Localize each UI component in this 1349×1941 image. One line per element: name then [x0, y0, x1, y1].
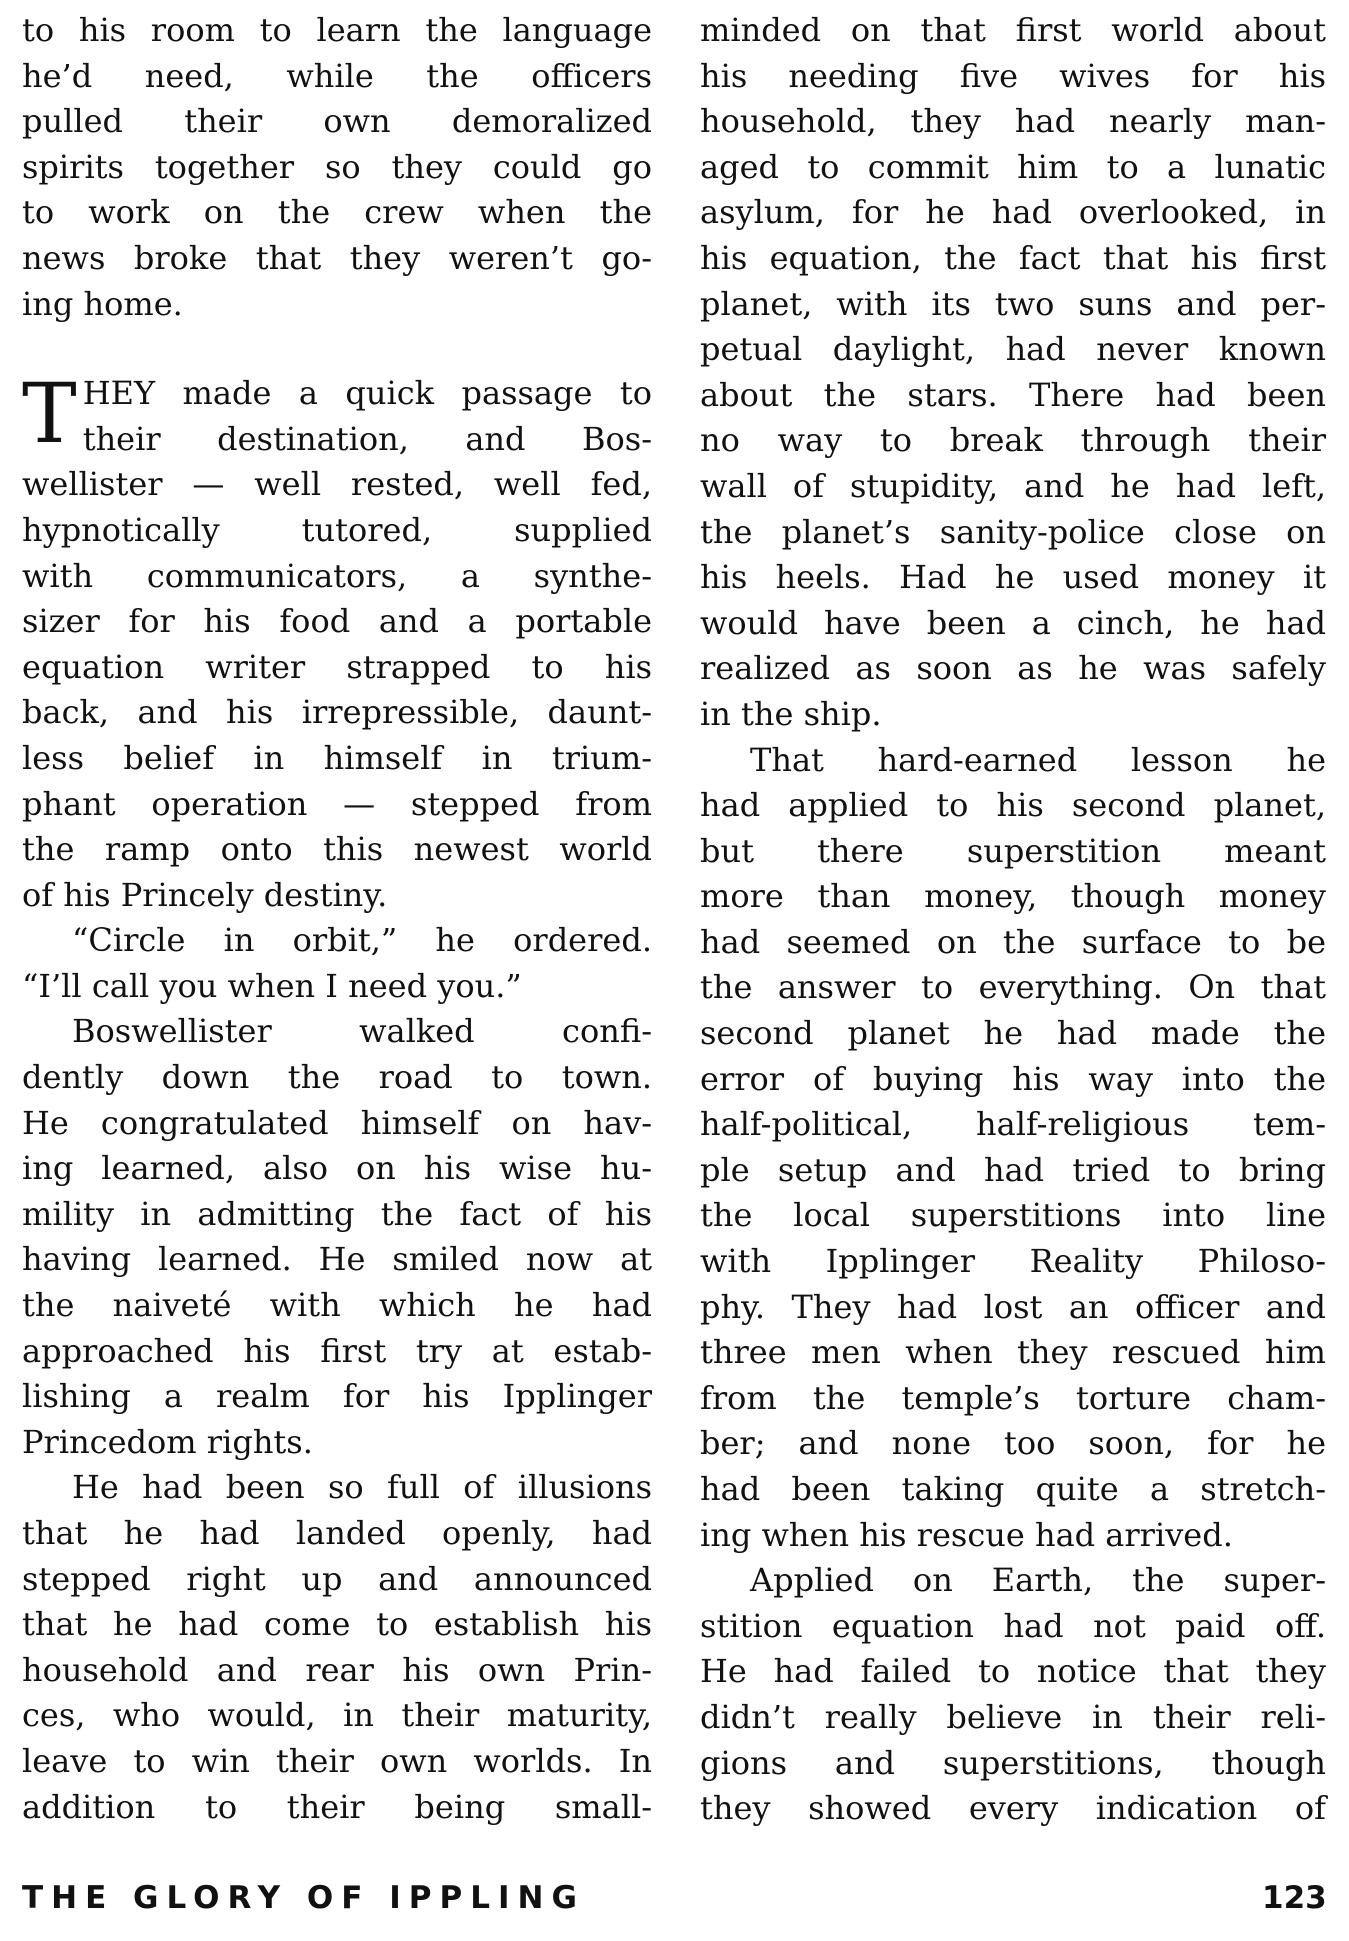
- text-line: sizer for his food and a portable: [22, 602, 652, 641]
- text-line: ber; and none too soon, for he: [700, 1424, 1326, 1463]
- section-opening: [22, 367, 652, 463]
- text-line: He had been so full of illusions: [72, 1468, 652, 1507]
- text-line: they showed every indication of: [700, 1789, 1326, 1828]
- text-line: household, they had nearly man-: [700, 102, 1326, 141]
- text-line: wellister — well rested, well fed,: [22, 465, 652, 504]
- text-line: addition to their being small-: [22, 1787, 652, 1826]
- text-line: his heels. Had he used money it: [700, 558, 1326, 597]
- text-line: aged to commit him to a lunatic: [700, 147, 1326, 186]
- text-line: phant operation — stepped from: [22, 784, 652, 823]
- text-line: hypnotically tutored, supplied: [22, 510, 652, 549]
- text-line: to his room to learn the language: [22, 11, 652, 49]
- text-line: HEY made a quick passage to: [82, 374, 652, 413]
- text-line: realized as soon as he was safely: [700, 649, 1326, 688]
- text-line: ing when his rescue had arrived.: [700, 1515, 1233, 1554]
- text-line: from the temple’s torture cham-: [700, 1378, 1326, 1417]
- text-line: equation writer strapped to his: [22, 647, 652, 686]
- text-line: would have been a cinch, he had: [700, 603, 1326, 642]
- text-line: of his Princely destiny.: [22, 875, 388, 914]
- text-line: Boswellister walked confi-: [72, 1012, 652, 1051]
- text-line: their destination, and Bos-: [82, 419, 652, 458]
- text-line: asylum, for he had overlooked, in: [700, 193, 1326, 232]
- text-line: in the ship.: [700, 694, 882, 733]
- text-line: He congratulated himself on hav-: [22, 1103, 652, 1142]
- text-line: minded on that first world about: [700, 11, 1326, 49]
- drop-cap: T: [22, 367, 77, 463]
- text-line: news broke that they weren’t go-: [22, 238, 652, 277]
- text-line: had seemed on the surface to be: [700, 922, 1326, 961]
- text-line: his needing five wives for his: [700, 56, 1326, 95]
- text-line: petual daylight, had never known: [700, 330, 1326, 369]
- text-line: with Ipplinger Reality Philoso-: [700, 1242, 1326, 1281]
- text-line: leave to win their own worlds. In: [22, 1741, 652, 1780]
- text-line: his equation, the fact that his first: [700, 238, 1326, 277]
- text-line: phy. They had lost an officer and: [700, 1287, 1326, 1326]
- text-line: had been taking quite a stretch-: [700, 1470, 1326, 1508]
- text-line: planet, with its two suns and per-: [700, 284, 1326, 323]
- page-number: 123: [1262, 1880, 1327, 1916]
- right-column: [700, 8, 1326, 1832]
- text-line: the ramp onto this newest world: [22, 830, 652, 869]
- text-line: Princedom rights.: [22, 1422, 313, 1461]
- text-line: three men when they rescued him: [700, 1333, 1326, 1372]
- text-line: ple setup and had tried to bring: [700, 1150, 1326, 1189]
- text-line: didn’t really believe in their reli-: [700, 1697, 1326, 1736]
- text-line: lishing a realm for his Ipplinger: [22, 1377, 652, 1416]
- text-line: more than money, though money: [700, 877, 1326, 916]
- text-line: stition equation had not paid off.: [700, 1606, 1326, 1645]
- text-line: gions and superstitions, though: [700, 1743, 1326, 1782]
- text-line: but there superstition meant: [700, 831, 1326, 870]
- text-line: “I’ll call you when I need you.”: [22, 966, 522, 1005]
- text-line: the local superstitions into line: [700, 1196, 1326, 1235]
- text-line: that he had come to establish his: [22, 1605, 652, 1644]
- text-line: Applied on Earth, the super-: [750, 1561, 1326, 1600]
- text-line: half-political, half-religious tem-: [700, 1105, 1326, 1144]
- text-line: second planet he had made the: [700, 1014, 1326, 1053]
- text-line: household and rear his own Prin-: [22, 1650, 652, 1689]
- text-line: wall of stupidity, and he had left,: [700, 466, 1326, 505]
- text-line: less belief in himself in trium-: [22, 738, 652, 777]
- text-line: back, and his irrepressible, daunt-: [22, 693, 652, 732]
- text-line: the answer to everything. On that: [700, 968, 1326, 1007]
- text-line: error of buying his way into the: [700, 1059, 1326, 1098]
- text-line: That hard-earned lesson he: [750, 740, 1326, 779]
- text-line: dently down the road to town.: [22, 1058, 652, 1097]
- text-line: he’d need, while the officers: [22, 56, 652, 95]
- text-line: having learned. He smiled now at: [22, 1240, 652, 1279]
- text-line: no way to break through their: [700, 421, 1326, 460]
- running-title: THE GLORY OF IPPLING: [22, 1880, 585, 1916]
- text-line: “Circle in orbit,” he ordered.: [72, 921, 652, 960]
- text-line: pulled their own demoralized: [22, 102, 652, 141]
- text-line: the naiveté with which he had: [22, 1286, 652, 1325]
- text-line: ing learned, also on his wise hu-: [22, 1149, 652, 1188]
- text-line: ces, who would, in their maturity,: [22, 1696, 652, 1735]
- text-line: to work on the crew when the: [22, 193, 652, 232]
- left-column: [22, 8, 652, 1830]
- text-line: had applied to his second planet,: [700, 786, 1326, 825]
- text-line: that he had landed openly, had: [22, 1514, 652, 1552]
- text-line: spirits together so they could go: [22, 147, 652, 186]
- text-line: approached his first try at estab-: [22, 1331, 652, 1370]
- text-line: with communicators, a synthe-: [22, 556, 652, 595]
- text-line: stepped right up and announced: [22, 1559, 652, 1598]
- text-line: about the stars. There had been: [700, 375, 1326, 414]
- text-line: He had failed to notice that they: [700, 1652, 1326, 1691]
- text-line: mility in admitting the fact of his: [22, 1194, 652, 1233]
- text-line: ing home.: [22, 284, 183, 323]
- text-line: the planet’s sanity-police close on: [700, 512, 1326, 551]
